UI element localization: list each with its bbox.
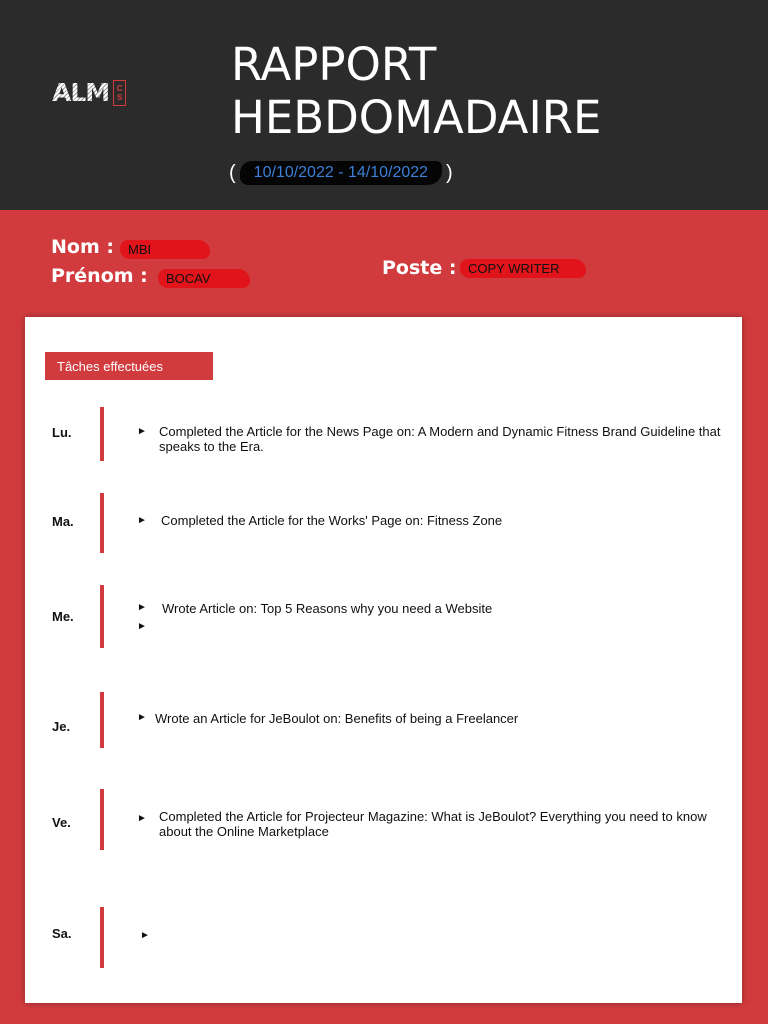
- bullet-arrow-icon: ►: [137, 515, 147, 526]
- bullet-arrow-icon: ►: [137, 712, 147, 723]
- prenom-value: BOCAV: [158, 269, 250, 288]
- day-divider-thursday: [100, 692, 104, 748]
- day-label-tuesday: Ma.: [52, 514, 74, 529]
- day-label-friday: Ve.: [52, 815, 71, 830]
- nom-label: Nom :: [51, 236, 114, 258]
- period-open-paren: (: [229, 161, 236, 184]
- bullet-arrow-icon: ►: [137, 813, 147, 824]
- poste-value: COPY WRITER: [460, 259, 586, 278]
- day-label-thursday: Je.: [52, 719, 71, 734]
- nom-value: MBI: [120, 240, 210, 259]
- day-divider-friday: [100, 789, 104, 850]
- day-label-monday: Lu.: [52, 425, 72, 440]
- day-divider-tuesday: [100, 493, 104, 553]
- report-title: [231, 38, 601, 144]
- poste-label: Poste :: [382, 257, 457, 279]
- task-item-friday-1: Completed the Article for Projecteur Magazine: What is JeBoulot? Everything you need to know about the Online Marketplace: [159, 809, 707, 839]
- period-close-paren: ): [446, 161, 453, 184]
- tasks-card: [25, 317, 742, 1003]
- report-period: [229, 160, 453, 186]
- day-label-saturday: Sa.: [52, 926, 72, 941]
- day-divider-monday: [100, 407, 104, 461]
- day-label-wednesday: Me.: [52, 609, 74, 624]
- day-divider-saturday: [100, 907, 104, 968]
- task-item-wednesday-1: Wrote Article on: Top 5 Reasons why you need a Website: [162, 601, 493, 616]
- tasks-section-title: Tâches effectuées: [45, 352, 213, 380]
- task-item-monday-1: Completed the Article for the News Page on: A Modern and Dynamic Fitness Brand Guideline that speaks to the Era.: [159, 424, 721, 454]
- logo-badge-letter-c: C: [116, 84, 123, 93]
- company-logo: [52, 80, 126, 106]
- prenom-label: Prénom :: [51, 265, 148, 287]
- bullet-arrow-icon: ►: [137, 602, 147, 613]
- logo-badge-letter-s: S: [116, 93, 123, 102]
- day-divider-wednesday: [100, 585, 104, 648]
- task-item-thursday-1: Wrote an Article for JeBoulot on: Benefits of being a Freelancer: [155, 711, 519, 726]
- task-item-tuesday-1: Completed the Article for the Works' Page on: Fitness Zone: [161, 513, 503, 528]
- report-header: [0, 0, 768, 210]
- bullet-arrow-icon: ►: [137, 426, 147, 437]
- logo-wordmark: ALM: [52, 78, 110, 107]
- bullet-arrow-icon: ►: [140, 930, 150, 941]
- report-title-line-1: RAPPORT: [231, 38, 437, 91]
- period-dates: 10/10/2022 - 14/10/2022: [240, 161, 442, 185]
- bullet-arrow-icon: ►: [137, 621, 147, 632]
- logo-badge: [113, 80, 126, 106]
- report-title-line-2: HEBDOMADAIRE: [231, 91, 602, 144]
